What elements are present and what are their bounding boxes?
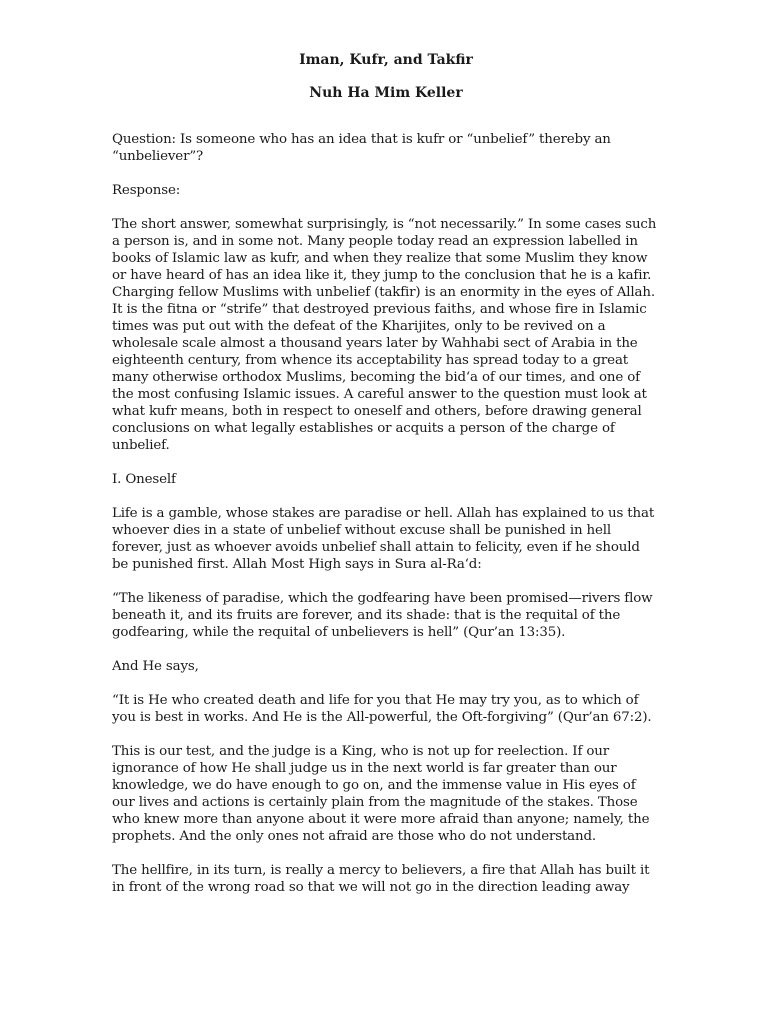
body-paragraph: The short answer, somewhat surprisingly, is “not necessarily.” In some cases such a person is, and in some not. Many people today read an expression labelled in books of Islamic law as kufr, and when they realize that some Muslim they know or have heard of has an idea like it, they jump to the conclusion that he is a kafir. Charging fellow Muslims with unbelief (takfir) is an enormity in the eyes of Allah. It is the fitna or “strife” that destroyed previous faiths, and whose fire in Islamic times was put out with the defeat of the Kharijites, only to be revived on a wholesale scale almost a thousand years later by Wahhabi sect of Arabia in the eighteenth century, from whence its acceptability has spread today to a great many otherwise orthodox Muslims, becoming the bid‘a of our times, and one of the most confusing Islamic issues. A careful answer to the question must look at what kufr means, both in respect to oneself and others, before drawing general conclusions on what legally establishes or acquits a person of the charge of unbelief.	[112, 217, 657, 453]
body-paragraph: The hellfire, in its turn, is really a mercy to believers, a fire that Allah has built it in front of the wrong road so that we will not go in the direction leading away	[112, 863, 650, 895]
body-paragraph: This is our test, and the judge is a King, who is not up for reelection. If our ignorance of how He shall judge us in the next world is far greater than our knowledge, we do have enough to go on, and the immense value in His eyes of our lives and actions is certainly plain from the magnitude of the stakes. Those who knew more than anyone about it were more afraid than anyone; namely, the prophets. And the only ones not afraid are those who do not understand.	[112, 744, 650, 844]
document-page	[112, 52, 660, 896]
body-paragraph: And He says,	[112, 659, 199, 674]
document-author: Nuh Ha Mim Keller	[309, 85, 463, 101]
section-heading: I. Oneself	[112, 472, 176, 487]
quote-paragraph: “It is He who created death and life for you that He may try you, as to which of you is best in works. And He is the All-powerful, the Oft-forgiving” (Qur’an 67:2).	[112, 693, 652, 725]
body-paragraph: Life is a gamble, whose stakes are paradise or hell. Allah has explained to us that whoever dies in a state of unbelief without excuse shall be punished in hell forever, just as whoever avoids unbelief shall attain to felicity, even if he should be punished first. Allah Most High says in Sura al-Ra‘d:	[112, 506, 655, 572]
response-label: Response:	[112, 183, 181, 198]
quote-paragraph: “The likeness of paradise, which the godfearing have been promised—rivers flow beneath it, and its fruits are forever, and its shade: that is the requital of the godfearing, while the requital of unbelievers is hell” (Qur’an 13:35).	[112, 591, 653, 640]
document-title: Iman, Kufr, and Takfir	[299, 52, 473, 68]
question-paragraph: Question: Is someone who has an idea that is kufr or “unbelief” thereby an “unbeliever”?	[112, 132, 611, 164]
